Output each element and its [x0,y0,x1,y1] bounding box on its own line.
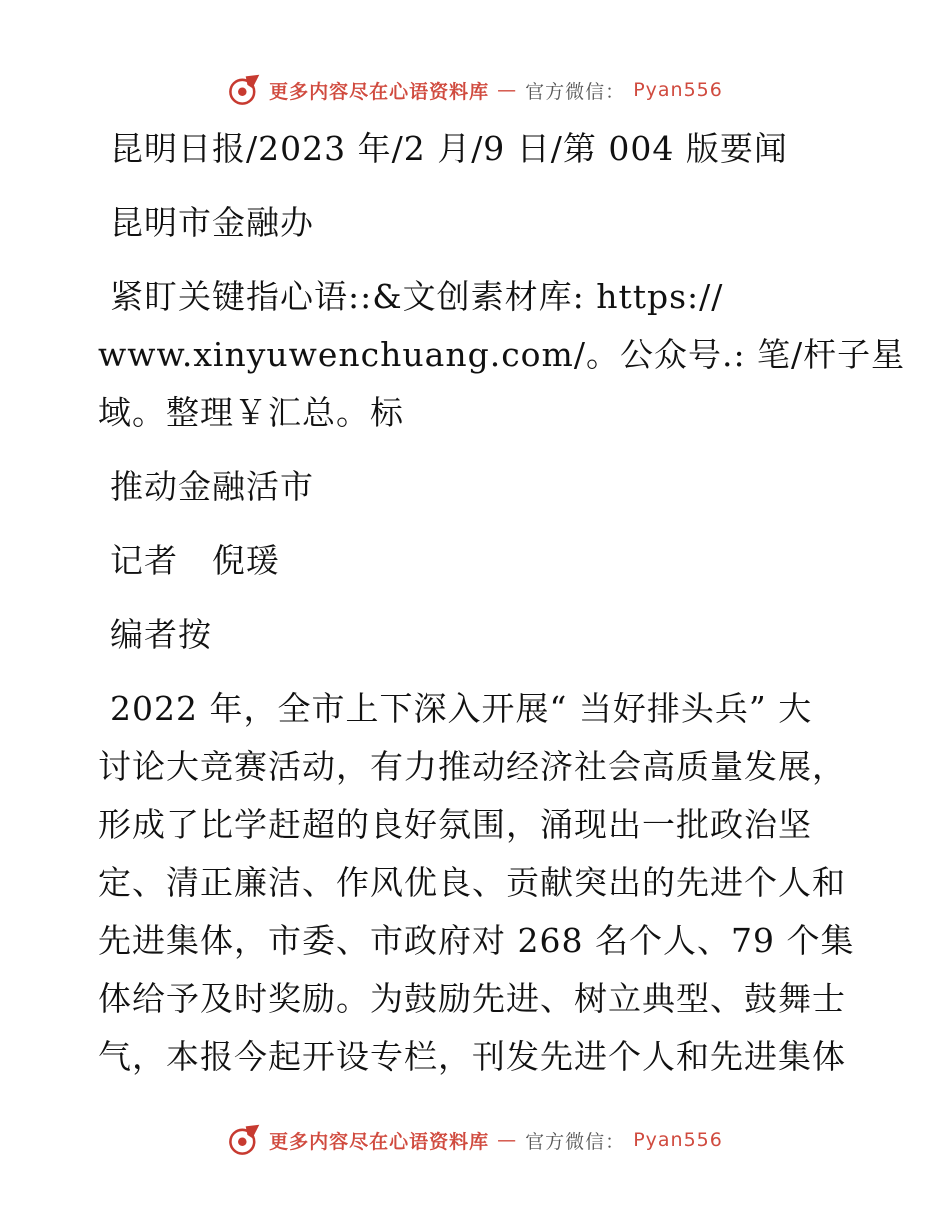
intro-line: 域。整理￥汇总。标 [98,393,404,432]
source-line: 昆明日报/2023 年/2 月/9 日/第 004 版要闻 [110,129,788,168]
watermark-sub-text: 官方微信： [525,1130,626,1153]
reporter-line: 记者 倪瑗 [110,541,280,580]
body-line: 定、清正廉洁、作风优良、贡献突出的先进个人和 [98,863,846,902]
watermark-header [0,70,950,110]
pen-logo-icon [227,73,261,107]
body-line: 讨论大竞赛活动，有力推动经济社会高质量发展， [98,747,846,786]
editor-note-paragraph [98,680,868,1086]
document-body [98,120,906,1086]
headline: 推动金融活市 [110,467,314,506]
watermark-id: Pyan556 [633,79,723,101]
watermark-id: Pyan556 [633,1129,723,1151]
intro-line: www.xinyuwenchuang.com/。公众号.: 笔/杆子星 [98,335,906,374]
body-line: 体给予及时奖励。为鼓励先进、树立典型、鼓舞士 [98,979,846,1018]
watermark-separator: — [497,1129,518,1151]
watermark-footer [0,1120,950,1160]
watermark-main-text: 更多内容尽在心语资料库 [269,80,490,103]
intro-line: 紧盯关键指心语::&文创素材库: https:// [110,277,724,316]
author-org: 昆明市金融办 [110,203,314,242]
body-line: 气，本报今起开设专栏，刊发先进个人和先进集体 [98,1037,846,1076]
body-line: 2022 年，全市上下深入开展“ 当好排头兵” 大 [110,689,813,728]
watermark-sub-text: 官方微信： [525,80,626,103]
watermark-main-text: 更多内容尽在心语资料库 [269,1130,490,1153]
pen-logo-icon [227,1123,261,1157]
section-label: 编者按 [110,615,212,654]
watermark-separator: — [497,79,518,101]
body-line: 先进集体，市委、市政府对 268 名个人、79 个集 [98,921,855,960]
intro-paragraph [98,268,906,442]
body-line: 形成了比学赶超的良好氛围，涌现出一批政治坚 [98,805,812,844]
